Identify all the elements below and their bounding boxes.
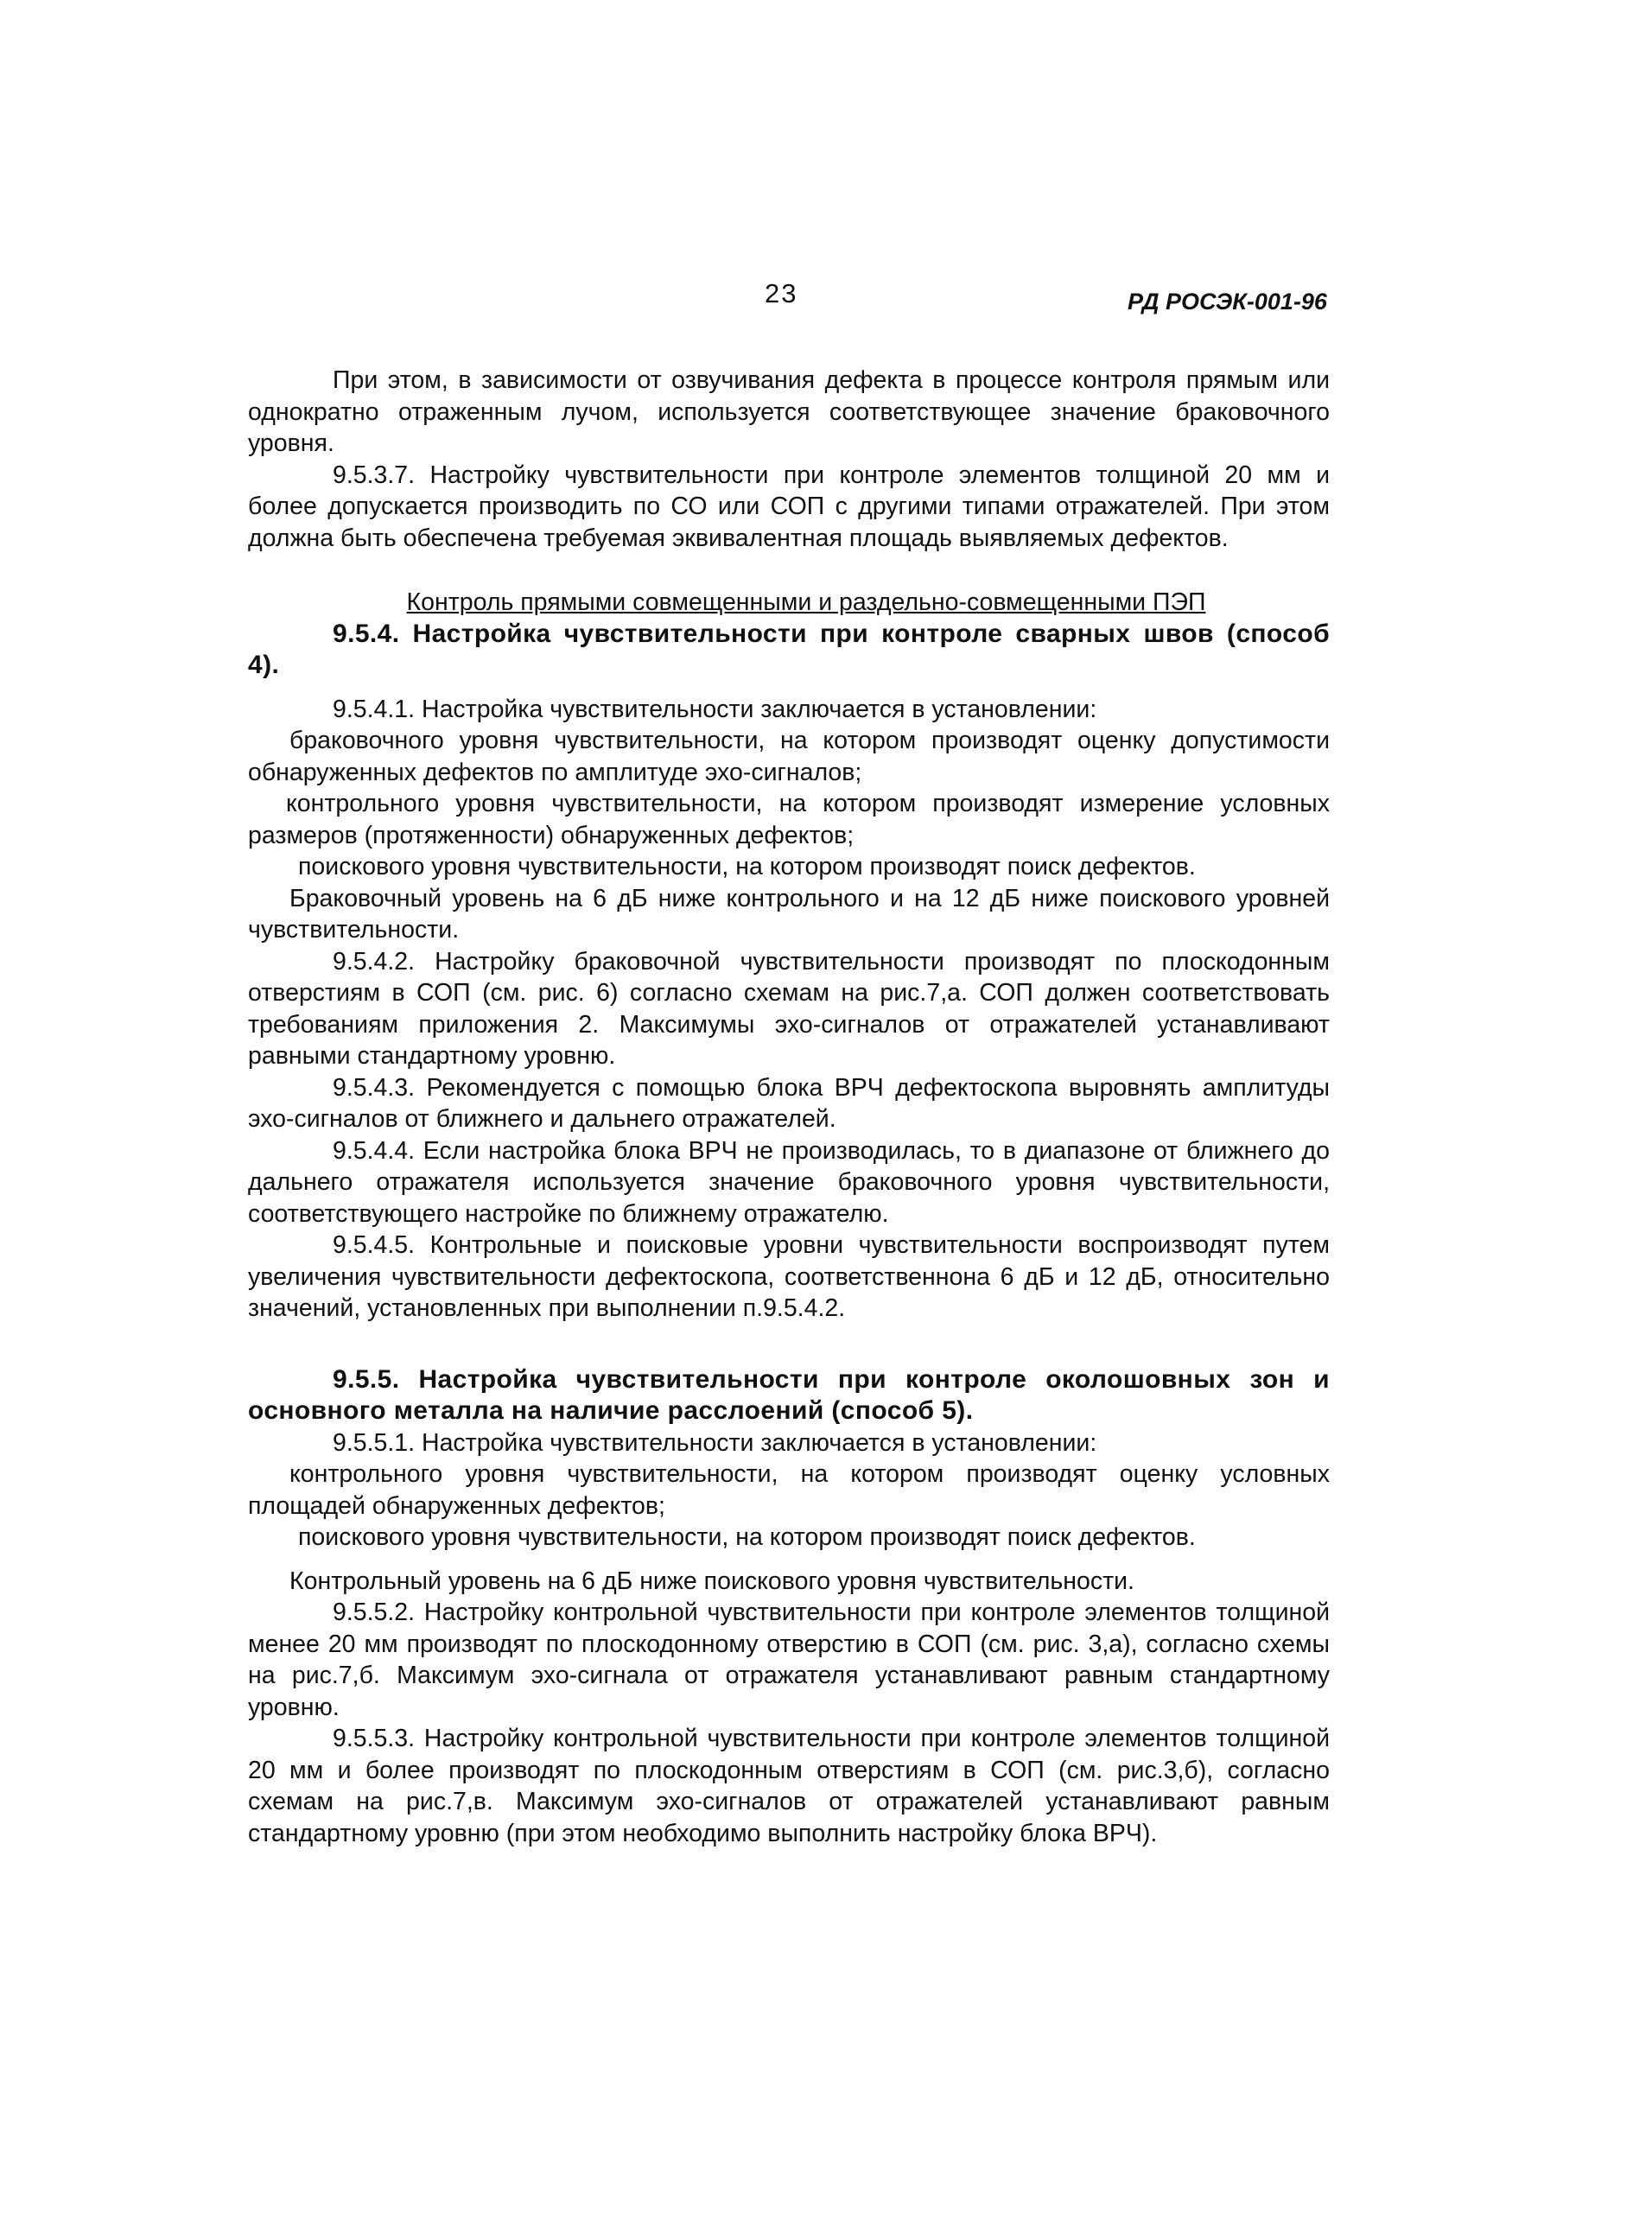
list-item: поискового уровня чувствительности, на котором производят поиск дефектов. — [298, 853, 1196, 880]
paragraph: Браковочный уровень на 6 дБ ниже контрольного и на 12 дБ ниже поискового уровней чувствительности. — [248, 884, 1330, 944]
page-number: 23 — [765, 278, 798, 308]
list-item: поискового уровня чувствительности, на котором производят поиск дефектов. — [298, 1523, 1196, 1551]
paragraph: 9.5.5.1. Настройка чувствительности заключается в установлении: — [333, 1428, 1097, 1457]
paragraph: 9.5.3.7. Настройку чувствительности при контроле элементов толщиной 20 мм и более допускается производить по СО или СОП с другими типами отражателей. При этом должна быть обеспечена требуемая эквивалентная площадь выявляемых дефектов. — [248, 461, 1330, 552]
subsection-heading: 9.5.4. Настройка чувствительности при контроле сварных швов (способ 4). — [248, 619, 1330, 679]
paragraph: 9.5.5.2. Настройку контрольной чувствительности при контроле элементов толщиной менее 20 мм производят по плоскодонному отверстию в СОП (см. рис. 3,а), согласно схемы на рис.7,б. Максимум эхо-сигнала от отражателя устанавливают равным стандартному уровню. — [248, 1599, 1330, 1721]
page-body — [248, 365, 1330, 1849]
paragraph: Контрольный уровень на 6 дБ ниже поискового уровня чувствительности. — [289, 1567, 1134, 1595]
section-title: Контроль прямыми совмещенными и раздельно-совмещенными ПЭП — [406, 588, 1206, 616]
paragraph: 9.5.4.1. Настройка чувствительности заключается в установлении: — [333, 695, 1097, 723]
list-item: контрольного уровня чувствительности, на котором производят оценку условных площадей обнаруженных дефектов; — [248, 1460, 1330, 1520]
paragraph: 9.5.4.4. Если настройка блока ВРЧ не производилась, то в диапазоне от ближнего до дальнего отражателя используется значение браковочного уровня чувствительности, соответствующего настройке по ближнему отражателю. — [248, 1136, 1330, 1228]
paragraph: 9.5.4.5. Контрольные и поисковые уровни чувствительности воспроизводят путем увеличения чувствительности дефектоскопа, соответственнона 6 дБ и 12 дБ, относительно значений, установленных при выполнении п.9.5.4.2. — [248, 1231, 1330, 1322]
list-item: браковочного уровня чувствительности, на котором производят оценку допустимости обнаруженных дефектов по амплитуде эхо-сигналов; — [248, 727, 1330, 786]
paragraph: 9.5.4.2. Настройку браковочной чувствительности производят по плоскодонным отверстиям в СОП (см. рис. 6) согласно схемам на рис.7,а. СОП должен соответствовать требованиям приложения 2. Максимумы эхо-сигналов от отражателей устанавливают равными стандартному уровню. — [248, 947, 1330, 1070]
paragraph: 9.5.5.3. Настройку контрольной чувствительности при контроле элементов толщиной 20 мм и более производят по плоскодонным отверстиям в СОП (см. рис.3,б), согласно схемам на рис.7,в. Максимум эхо-сигналов от отражателей устанавливают равным стандартному уровню (при этом необходимо выполнить настройку блока ВРЧ). — [248, 1725, 1330, 1847]
paragraph: 9.5.4.3. Рекомендуется с помощью блока ВРЧ дефектоскопа выровнять амплитуды эхо-сигналов от ближнего и дальнего отражателей. — [248, 1073, 1330, 1133]
list-item: контрольного уровня чувствительности, на котором производят измерение условных размеров (протяженности) обнаруженных дефектов; — [248, 790, 1330, 849]
paragraph: При этом, в зависимости от озвучивания дефекта в процессе контроля прямым или однократно отраженным лучом, используется соответствующее значение браковочного уровня. — [248, 366, 1330, 457]
document-code: РД РОСЭК-001-96 — [1128, 289, 1327, 315]
subsection-heading: 9.5.5. Настройка чувствительности при контроле околошовных зон и основного металла на наличие расслоений (способ 5). — [248, 1364, 1330, 1425]
